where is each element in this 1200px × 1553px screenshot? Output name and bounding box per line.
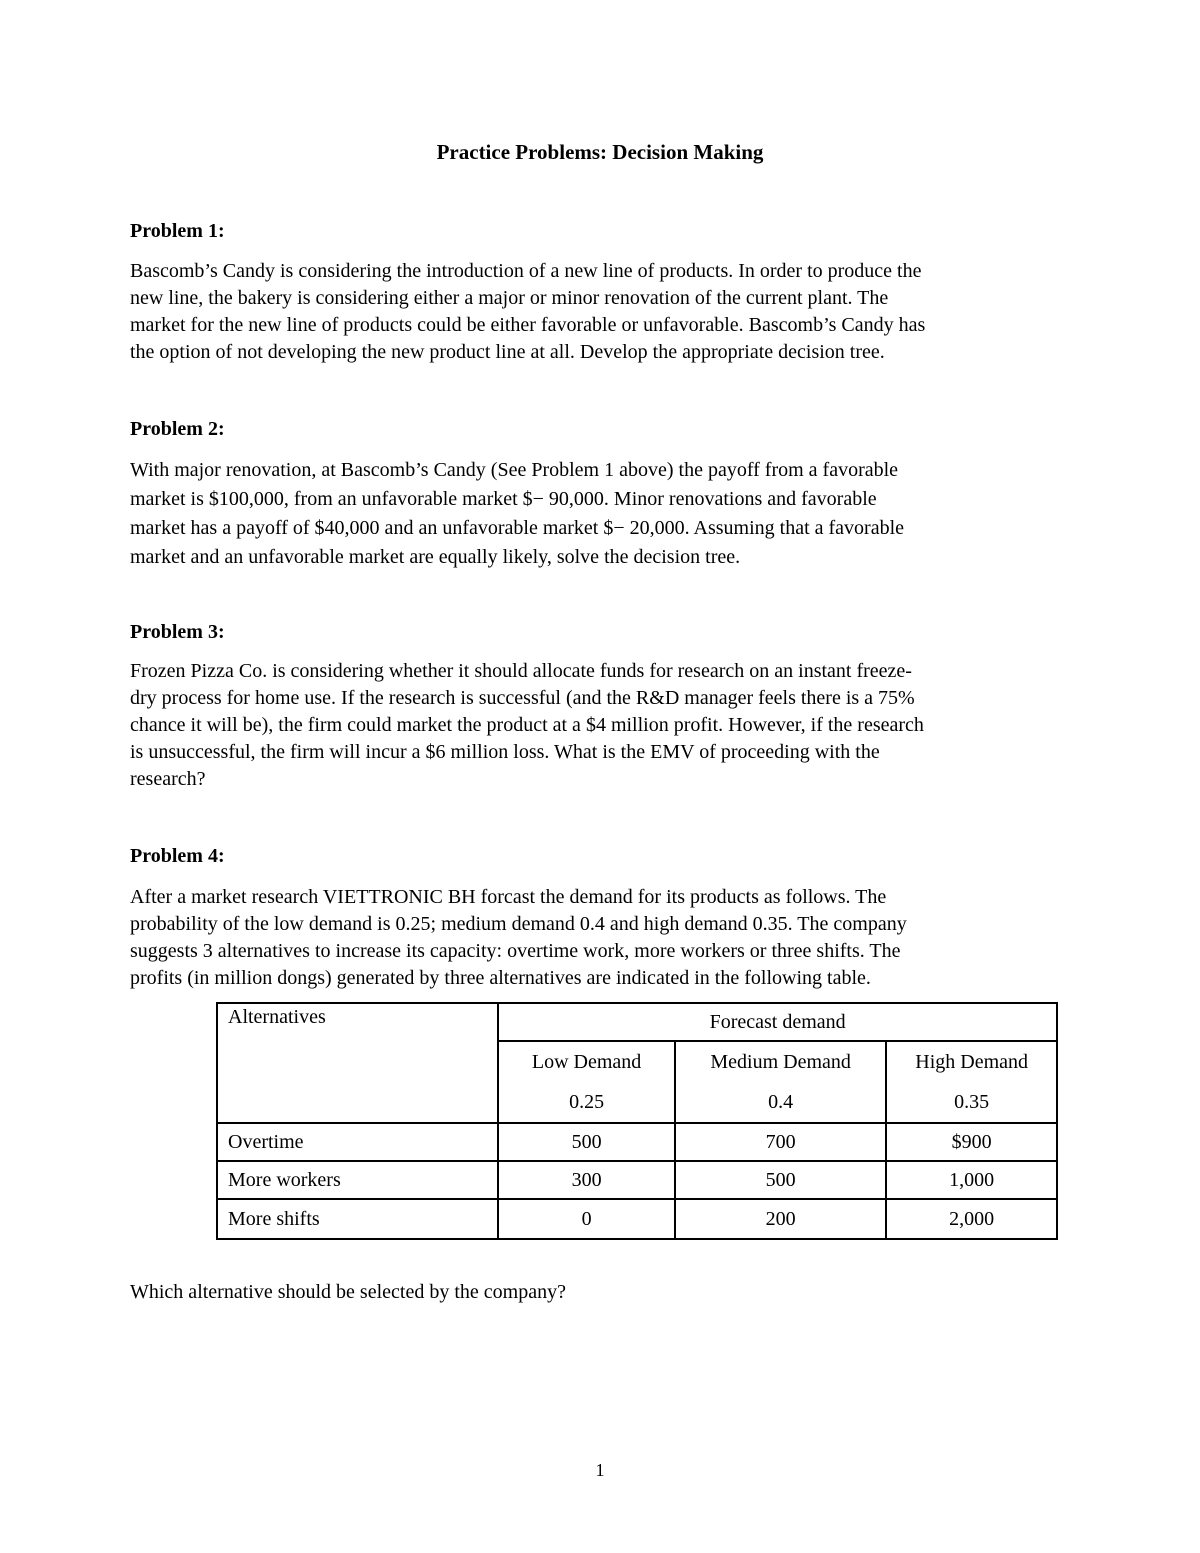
problem-4-line: After a market research VIETTRONIC BH forcast the demand for its products as follows. The [130, 886, 887, 908]
table-header-row [217, 1003, 1057, 1041]
table-row [217, 1199, 1057, 1239]
problem-4-text [130, 884, 1080, 992]
problem-1-heading: Problem 1: [130, 220, 225, 242]
document-title: Practice Problems: Decision Making [436, 140, 764, 164]
problem-2-heading: Problem 2: [130, 418, 225, 440]
problem-3-line: Frozen Pizza Co. is considering whether it should allocate funds for research on an instant freeze- [130, 660, 912, 682]
problem-1-line: new line, the bakery is considering either a major or minor renovation of the current plant. The [130, 287, 889, 309]
problem-2-line: market has a payoff of $40,000 and an unfavorable market $− 20,000. Assuming that a favorable [130, 517, 905, 539]
problem-1-line: market for the new line of products could be either favorable or unfavorable. Bascomb’s Candy has [130, 314, 926, 336]
problem-3-heading: Problem 3: [130, 621, 225, 643]
problem-2-text [130, 456, 1080, 572]
problem-2-line: With major renovation, at Bascomb’s Candy (See Problem 1 above) the payoff from a favorable [130, 459, 899, 481]
profits-table [216, 1002, 1058, 1240]
problem-1-line: the option of not developing the new product line at all. Develop the appropriate decision tree. [130, 341, 885, 363]
forecast-demand-header: Forecast demand [709, 1010, 846, 1033]
alternatives-header-cell [217, 1003, 498, 1123]
profit-cell: 1,000 [886, 1161, 1057, 1199]
profit-cell: 2,000 [886, 1199, 1057, 1239]
problem-3-line: research? [130, 768, 206, 790]
profit-cell: 200 [675, 1199, 886, 1239]
demand-column-header [886, 1041, 1057, 1123]
demand-column-probability: 0.4 [768, 1091, 794, 1113]
alternative-name-cell: More shifts [217, 1199, 498, 1239]
problem-3-line: chance it will be), the firm could market the product at a $4 million profit. However, if the research [130, 714, 924, 736]
alternative-name-cell: More workers [217, 1161, 498, 1199]
profit-cell: 300 [498, 1161, 675, 1199]
problem-4-line: profits (in million dongs) generated by three alternatives are indicated in the following table. [130, 967, 871, 989]
closing-question: Which alternative should be selected by the company? [130, 1281, 566, 1303]
alternatives-header: Alternatives [228, 1006, 326, 1028]
problem-3-line: is unsuccessful, the firm will incur a $6 million loss. What is the EMV of proceeding with the [130, 741, 880, 763]
problem-3-text [130, 658, 1080, 793]
problem-4-line: suggests 3 alternatives to increase its capacity: overtime work, more workers or three shifts. The [130, 940, 901, 962]
problem-4-line: probability of the low demand is 0.25; medium demand 0.4 and high demand 0.35. The company [130, 913, 907, 935]
demand-column-probability: 0.35 [954, 1091, 990, 1113]
demand-column-label: Medium Demand [710, 1051, 851, 1073]
profit-cell: $900 [886, 1123, 1057, 1161]
problem-1-line: Bascomb’s Candy is considering the introduction of a new line of products. In order to produce the [130, 260, 922, 282]
problem-4-heading: Problem 4: [130, 845, 225, 867]
problem-2-line: market is $100,000, from an unfavorable market $− 90,000. Minor renovations and favorable [130, 488, 877, 510]
demand-column-header [498, 1041, 675, 1123]
profit-cell: 500 [675, 1161, 886, 1199]
forecast-demand-header-cell [498, 1003, 1057, 1041]
demand-column-header [675, 1041, 886, 1123]
demand-column-label: High Demand [915, 1051, 1029, 1073]
profit-cell: 700 [675, 1123, 886, 1161]
alternative-name-cell: Overtime [217, 1123, 498, 1161]
problem-3-line: dry process for home use. If the research is successful (and the R&D manager feels there is a 75% [130, 687, 915, 709]
problem-1-text [130, 258, 1080, 366]
table-row [217, 1123, 1057, 1161]
profit-cell: 0 [498, 1199, 675, 1239]
demand-column-label: Low Demand [531, 1051, 642, 1073]
problem-2-line: market and an unfavorable market are equally likely, solve the decision tree. [130, 546, 741, 568]
demand-column-probability: 0.25 [569, 1091, 605, 1113]
profit-cell: 500 [498, 1123, 675, 1161]
page-number: 1 [595, 1460, 605, 1480]
table-row [217, 1161, 1057, 1199]
